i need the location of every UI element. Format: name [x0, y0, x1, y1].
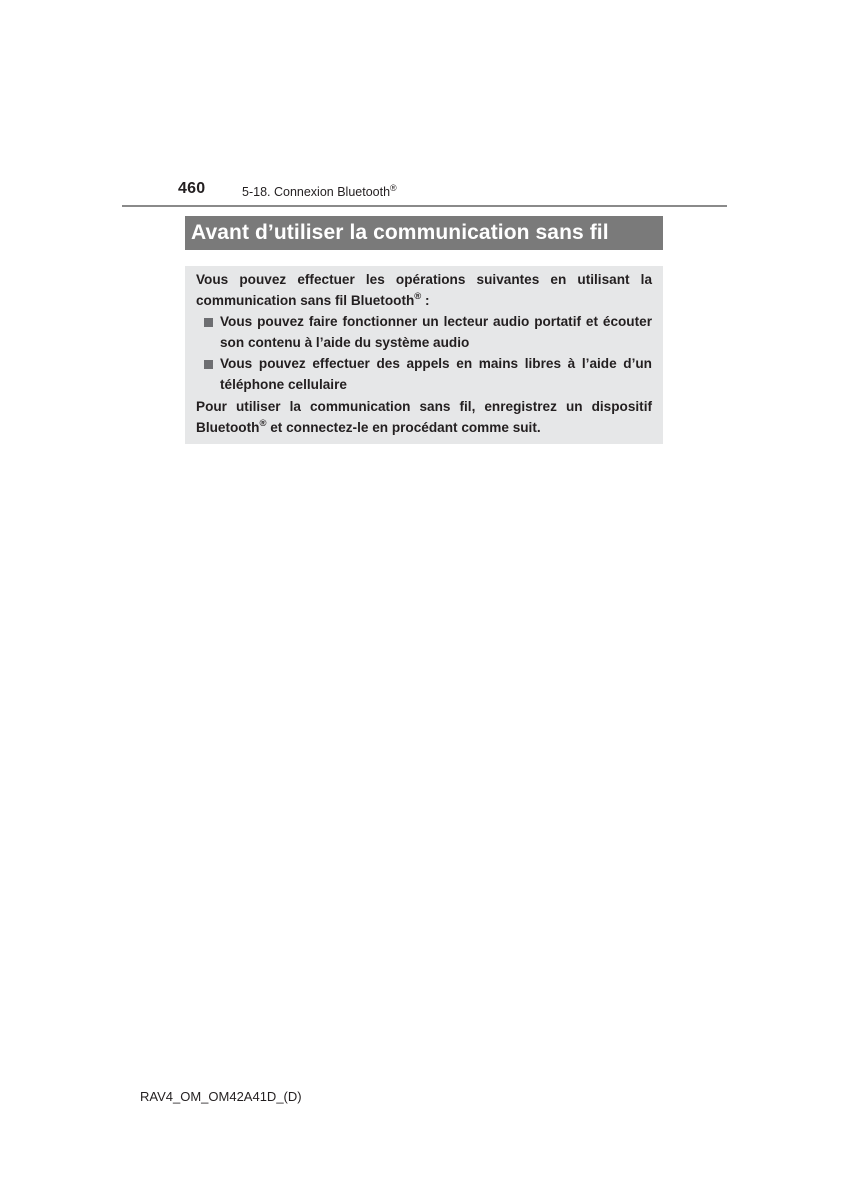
registered-mark: ® — [390, 183, 397, 193]
intro-suffix: : — [421, 292, 430, 308]
registered-mark: ® — [414, 290, 422, 302]
section-label-text: 5-18. Connexion Bluetooth — [242, 185, 391, 199]
intro-text: Vous pouvez effectuer les opérations suivantes en utilisant la communication sans fil Bluetooth — [196, 272, 652, 308]
registered-mark: ® — [259, 417, 267, 429]
section-title: Avant d’utiliser la communication sans fil — [191, 221, 609, 244]
list-item — [204, 312, 652, 353]
intro-paragraph — [196, 270, 652, 311]
section-title-bar — [185, 216, 663, 250]
list-item-text: Vous pouvez effectuer des appels en mains libres à l’aide d’un téléphone cellulaire — [220, 356, 652, 392]
page-number: 460 — [178, 180, 206, 197]
outro-suffix: et connectez-le en procédant comme suit. — [266, 419, 541, 435]
square-bullet-icon — [204, 354, 220, 395]
info-box — [185, 266, 663, 444]
list-item-text: Vous pouvez faire fonctionner un lecteur audio portatif et écouter son contenu à l’aide du système audio — [220, 314, 652, 350]
section-label — [242, 185, 397, 199]
header-divider — [122, 205, 727, 207]
square-bullet-icon — [204, 312, 220, 353]
outro-paragraph — [196, 397, 652, 438]
outro-text: Pour utiliser la communication sans fil, enregistrez un dispositif Bluetooth — [196, 399, 652, 435]
document-code: RAV4_OM_OM42A41D_(D) — [140, 1089, 302, 1104]
list-item — [204, 354, 652, 395]
